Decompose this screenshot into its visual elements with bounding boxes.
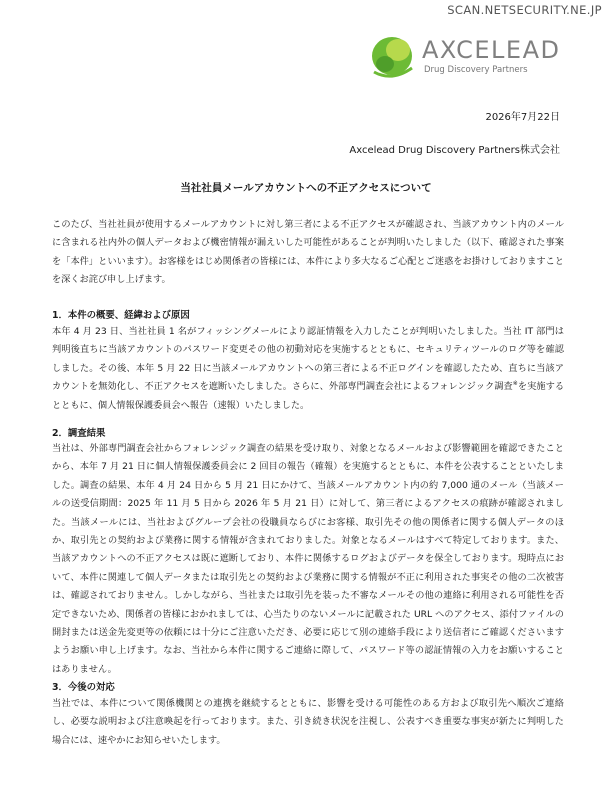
company-name: Axcelead Drug Discovery Partners株式会社 [349, 145, 560, 156]
source-watermark: SCAN.NETSECURITY.NE.JP [447, 3, 602, 17]
section-2-body: 当社は、外部専門調査会社からフォレンジック調査の結果を受け取り、対象となるメールおよび影響範囲を確認できたことから、本年 7 月 21 日に個人情報保護委員会に 2 回目の報告（確報）を実施するとともに、本件を公表することといたしました。調査の結果、本年 4 月 24 日から 5 月 21 日にかけて、当該メールアカウント内の約 7,000 通のメール（当該メールの送受信期間：2025 年 11 月 5 日から 2026 年 5 月 21 日）に対して、第三者によるアクセスの痕跡が確認されました。当該メールには、当社およびグループ会社の役職員ならびにお客様、取引先その他の関係者に関する個人データのほか、取引先との契約および業務に関する情報が含まれておりました。対象となるメールはすべて特定しております。また、当該アカウントへの不正アクセスは既に遮断しており、本件に関係するログおよびデータを保全しております。現時点において、本件に関連して個人データまたは取引先との契約および業務に関する情報が不正に利用された事実その他の二次被害は、確認されておりません。しかしながら、当社または取引先を装った不審なメールその他の連絡に利用される可能性を否定できないため、関係者の皆様におかれましては、心当たりのないメールに記載された URL へのアクセス、添付ファイルの開封または送金先変更等の依頼には十分にご注意いただき、必要に応じて別の連絡手段により送信者にご確認くださいますようお願い申し上げます。なお、当社から本件に関するご連絡に際して、パスワード等の認証情報の入力をお願いすることはありません。 [52, 443, 564, 675]
document-date: 2026年7月22日 [485, 112, 560, 123]
logo-wordmark: AXCELEAD [422, 36, 561, 64]
logo-mark-icon [368, 34, 420, 82]
section-1-heading: 1．本件の概要、経緯および原因 [52, 310, 190, 321]
section-1-text-a: 本年 4 月 23 日、当社社員 1 名がフィッシングメールにより認証情報を入力したことが判明いたしました。当社 IT 部門は判明後直ちに当該アカウントのパスワード変更その他の初動対応を実施するとともに、セキュリティツールのログ等を確認しました。その後、本年 5 月 22 日に当該メールアカウントへの第三者による不正ログインを確認したため、直ちに当該アカウントを無効化し、不正アクセスを遮断いたしました。さらに、外部専門調査会社によるフォレンジック調査 [52, 326, 564, 393]
section-1-body [52, 323, 564, 415]
section-1-text-b: を実施するとともに、個人情報保護委員会へ報告（速報）いたしました。 [52, 381, 565, 411]
company-logo [368, 34, 561, 82]
section-2-heading: 2．調査結果 [52, 428, 106, 439]
document-title: 当社社員メールアカウントへの不正アクセスについて [180, 182, 432, 194]
section-3-body: 当社では、本件について関係機関との連携を継続するとともに、影響を受ける可能性のある方および取引先へ順次ご連絡し、必要な説明および注意喚起を行っております。また、引き続き状況を注視し、公表すべき重要な事実が新たに判明した場合には、速やかにお知らせいたします。 [52, 698, 564, 746]
intro-paragraph: このたび、当社社員が使用するメールアカウントに対し第三者による不正アクセスが確認され、当該アカウント内のメールに含まれる社内外の個人データおよび機密情報が漏えいした可能性があることが判明いたしました（以下、確認された事案を「本件」といいます）。お客様をはじめ関係者の皆様には、本件により多大なるご心配とご迷惑をお掛けしておりますことを深くお詫び申し上げます。 [52, 219, 564, 286]
logo-tagline: Drug Discovery Partners [424, 65, 528, 75]
section-3-heading: 3．今後の対応 [52, 682, 115, 693]
footnote-mark: ※ [512, 380, 518, 388]
